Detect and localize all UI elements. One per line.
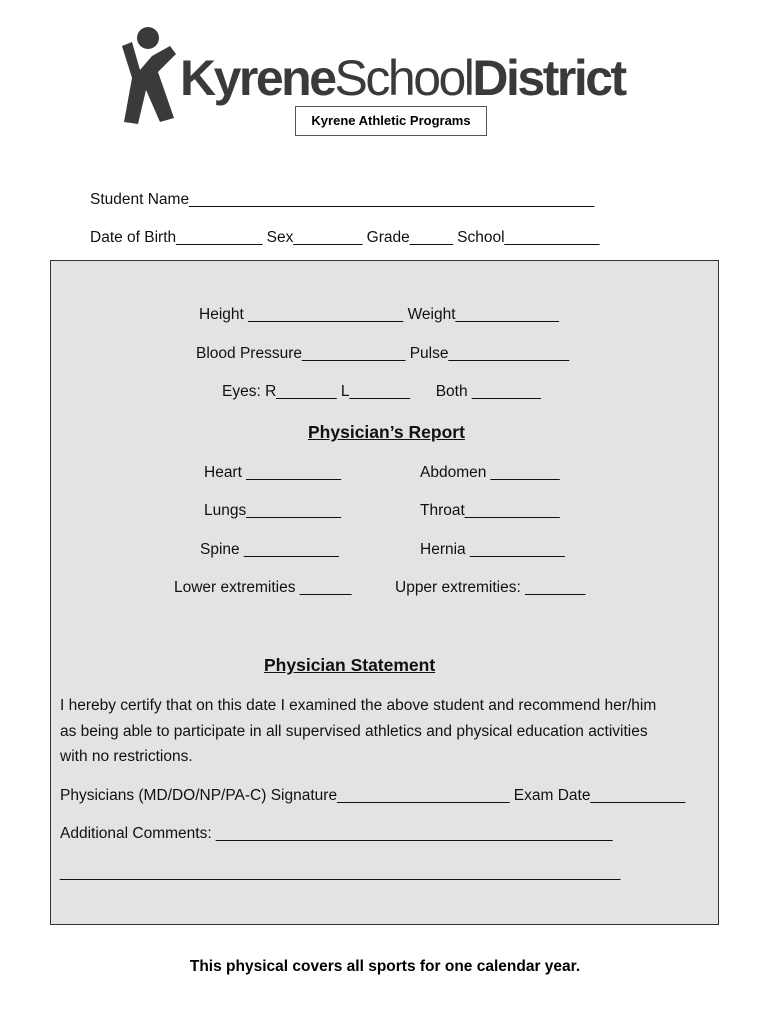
logo-wordmark — [180, 48, 625, 108]
logo-district: District — [472, 50, 625, 106]
person-figure-icon — [118, 26, 182, 126]
hernia-field[interactable]: Hernia ___________ — [420, 541, 565, 558]
height-weight-field[interactable]: Height __________________ Weight____________ — [199, 306, 559, 323]
throat-field[interactable]: Throat___________ — [420, 502, 560, 519]
student-name-field[interactable]: Student Name_______________________________________________ — [90, 191, 595, 208]
additional-comments-line-2[interactable]: _________________________________________________________________ — [60, 864, 621, 881]
physician-panel — [50, 260, 719, 925]
spine-field[interactable]: Spine ___________ — [200, 541, 339, 558]
eyes-field[interactable]: Eyes: R_______ L_______ Both ________ — [222, 383, 541, 400]
lower-extremities-field[interactable]: Lower extremities ______ — [174, 579, 352, 596]
lungs-field[interactable]: Lungs___________ — [204, 502, 342, 519]
statement-text-line-1: I hereby certify that on this date I examined the above student and recommend her/him — [60, 697, 657, 714]
logo-school: School — [334, 50, 473, 106]
additional-comments-field[interactable]: Additional Comments: ______________________________________________ — [60, 825, 613, 842]
physician-report-heading: Physician’s Report — [308, 422, 465, 442]
heart-field[interactable]: Heart ___________ — [204, 464, 342, 481]
statement-text-line-2: as being able to participate in all supervised athletics and physical education activities — [60, 723, 648, 740]
student-details-field[interactable]: Date of Birth__________ Sex________ Grade_____ School___________ — [90, 229, 600, 246]
physician-statement-heading: Physician Statement — [264, 655, 436, 675]
footer-note: This physical covers all sports for one calendar year. — [189, 958, 581, 975]
abdomen-field[interactable]: Abdomen ________ — [420, 464, 560, 481]
statement-text-line-3: with no restrictions. — [60, 748, 193, 765]
program-title-box: Kyrene Athletic Programs — [295, 106, 487, 136]
upper-extremities-field[interactable]: Upper extremities: _______ — [395, 579, 586, 596]
signature-exam-date-field[interactable]: Physicians (MD/DO/NP/PA-C) Signature____________________ Exam Date___________ — [60, 787, 686, 804]
bp-pulse-field[interactable]: Blood Pressure____________ Pulse______________ — [196, 345, 570, 362]
logo-kyrene: Kyrene — [180, 50, 335, 106]
